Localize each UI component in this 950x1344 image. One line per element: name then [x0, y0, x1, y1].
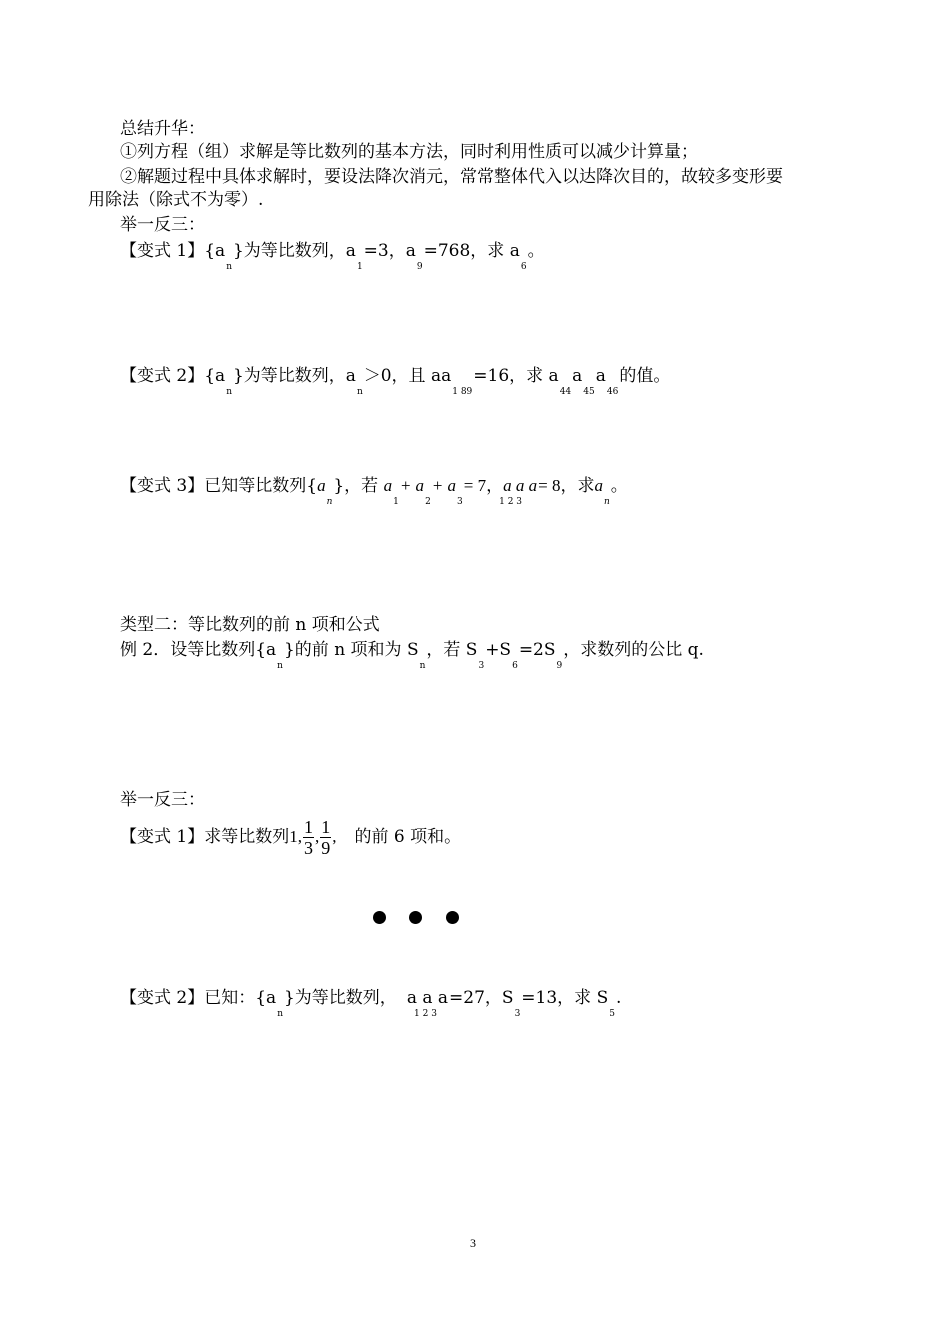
fraction-one-ninth: $\frac{1}{9}$ [321, 817, 331, 858]
practice-2-title: 举一反三： [120, 790, 205, 810]
summary-title: 总结升华： [120, 119, 205, 139]
ellipsis-dot [409, 911, 422, 924]
practice-1-variant-3: 【变式 3】已知等比数列{an}，若 a1+ a2+ a3= 7，a a a1 2 3= 8，求an。 [120, 476, 628, 507]
practice-1-title: 举一反三： [120, 215, 205, 235]
summary-point-2-line-2: 用除法（除式不为零）. [88, 190, 264, 210]
practice-2-variant-1: 【变式 1】求等比数列1, $\frac{1}{3}$ , $\frac{1}{9}$ , 的前 6 项和。 [120, 817, 462, 858]
variant-label: 【变式 2】 [120, 988, 205, 1008]
summary-point-1: ①列方程（组）求解是等比数列的基本方法，同时利用性质可以减少计算量； [120, 142, 698, 162]
type-2-title: 类型二：等比数列的前 n 项和公式 [120, 615, 380, 635]
variant-label: 【变式 3】 [120, 476, 205, 496]
page-number: 3 [470, 1236, 476, 1250]
variant-label: 【变式 1】 [120, 241, 205, 261]
summary-point-2-line-1: ②解题过程中具体求解时，要设法降次消元，常常整体代入以达降次目的，故较多变形要 [120, 167, 783, 187]
example-2: 例 2．设等比数列{an}的前 n 项和为 Sn，若 S3+S6=2S9，求数列的公比 q. [120, 640, 704, 671]
ellipsis-dot [446, 911, 459, 924]
practice-2-variant-2: 【变式 2】已知：{an}为等比数列， a a a1 2 3=27，S3=13，求 S5. [120, 988, 622, 1019]
practice-1-variant-1: 【变式 1】{an}为等比数列，a1=3，a9=768，求 a6。 [120, 241, 545, 272]
ellipsis-dot [373, 911, 386, 924]
variant-label: 【变式 1】 [120, 827, 205, 847]
practice-1-variant-2: 【变式 2】{an}为等比数列，an＞0，且 aa1 89=16，求 a44a45a46的值。 [120, 366, 671, 397]
fraction-one-third: $\frac{1}{3}$ [303, 817, 313, 858]
variant-label: 【变式 2】 [120, 366, 205, 386]
